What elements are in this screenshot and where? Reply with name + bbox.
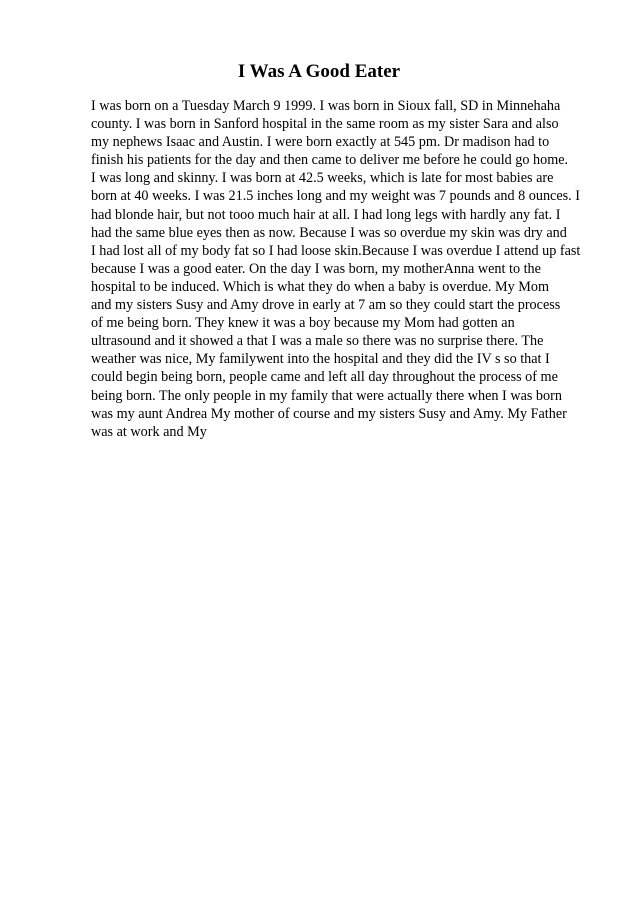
document-title: I Was A Good Eater [237, 61, 401, 82]
body-line: I was long and skinny. I was born at 42.5 weeks, which is late for most babies are [91, 170, 554, 187]
body-line: hospital to be induced. Which is what they do when a baby is overdue. My Mom [91, 278, 549, 295]
body-line: being born. The only people in my family that were actually there when I was born [91, 387, 562, 404]
body-line: born at 40 weeks. I was 21.5 inches long and my weight was 7 pounds and 8 ounces. I [91, 188, 580, 205]
body-line: had blonde hair, but not tooo much hair at all. I had long legs with hardly any fat. I [91, 206, 561, 223]
body-line: was at work and My [91, 423, 207, 440]
body-line: I was born on a Tuesday March 9 1999. I was born in Sioux fall, SD in Minnehaha [91, 98, 561, 114]
body-line: was my aunt Andrea My mother of course and my sisters Susy and Amy. My Father [91, 405, 567, 422]
body-line: had the same blue eyes then as now. Because I was so overdue my skin was dry and [91, 224, 567, 241]
body-line: I had lost all of my body fat so I had loose skin.Because I was overdue I attend up fast [91, 242, 581, 259]
body-line: of me being born. They knew it was a boy because my Mom had gotten an [91, 315, 515, 332]
body-line: because I was a good eater. On the day I was born, my motherAnna went to the [91, 260, 541, 277]
document-body [91, 97, 611, 441]
body-line: county. I was born in Sanford hospital in the same room as my sister Sara and also [91, 116, 559, 133]
body-line: could begin being born, people came and left all day throughout the process of me [91, 369, 558, 386]
body-line: and my sisters Susy and Amy drove in early at 7 am so they could start the process [91, 297, 561, 314]
body-line: finish his patients for the day and then came to deliver me before he could go home. [91, 152, 569, 169]
body-line: my nephews Isaac and Austin. I were born exactly at 545 pm. Dr madison had to [91, 134, 550, 151]
body-line: ultrasound and it showed a that I was a male so there was no surprise there. The [91, 333, 544, 350]
body-line: weather was nice, My familywent into the hospital and they did the IV s so that I [91, 351, 550, 368]
